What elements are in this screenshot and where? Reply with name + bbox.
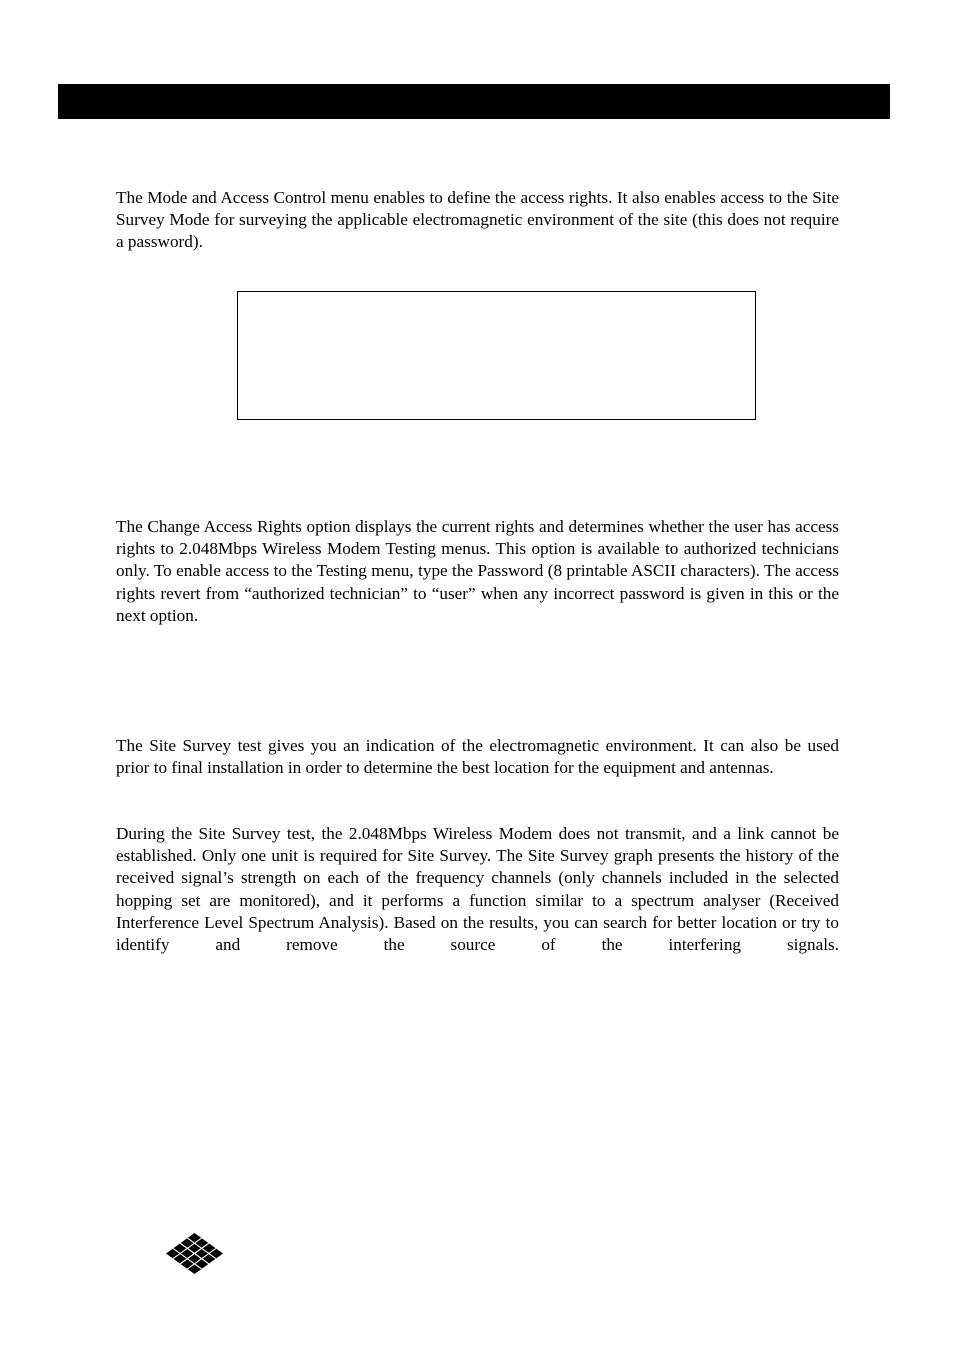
header-bar xyxy=(58,84,890,119)
site-survey-intro-paragraph: The Site Survey test gives you an indication of the electromagnetic environment. It can also be used prior to final installation in order to determine the best location for the equipment and antennas. xyxy=(116,736,839,778)
change-access-rights-paragraph: The Change Access Rights option displays the current rights and determines whether the user has access rights to 2.048Mbps Wireless Modem Testing menus. This option is available to authorized technicians only. To enable access to the Testing menu, type the Password (8 printable ASCII characters). The access rights revert from “authorized technician” to “user” when any incorrect password is given in this or the next option. xyxy=(116,517,839,625)
site-survey-details-paragraph: During the Site Survey test, the 2.048Mbps Wireless Modem does not transmit, and a link cannot be established. Only one unit is required for Site Survey. The Site Survey graph presents the history of the received signal’s strength on each of the frequency channels (only channels included in the selected hopping set are monitored), and it performs a function similar to a spectrum analyser (Received Interference Level Spectrum Analysis). Based on the results, you can search for better location or try to identify and remove the source of the interfering signals. xyxy=(116,824,839,955)
mode-access-intro-paragraph: The Mode and Access Control menu enables to define the access rights. It also enables access to the Site Survey Mode for surveying the applicable electromagnetic environment of the site (this does not require a password). xyxy=(116,188,839,252)
black-box-logo-icon xyxy=(166,1233,223,1274)
menu-screen-frame xyxy=(237,291,756,420)
